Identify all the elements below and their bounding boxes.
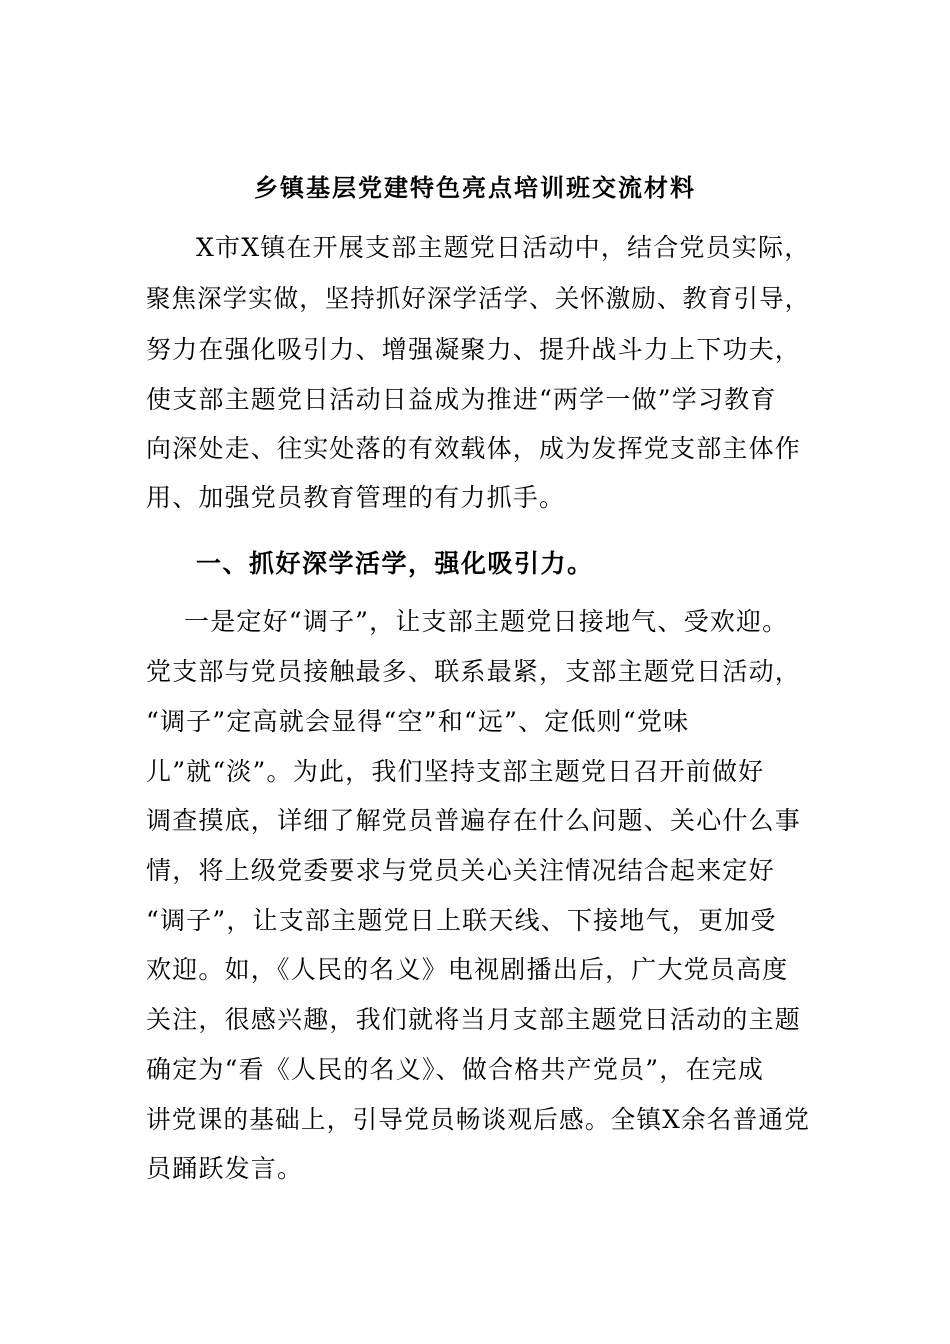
- intro-line-2: 聚焦深学实做，坚持抓好深学活学、关怀激励、教育引导，: [146, 284, 811, 313]
- section-heading: 一、抓好深学活学，强化吸引力。: [196, 549, 594, 578]
- body-line-6: 情，将上级党委要求与党员关心关注情况结合起来定好: [146, 856, 775, 885]
- body-line-8: 欢迎。如，《人民的名义》电视剧播出后，广大党员高度: [146, 955, 789, 984]
- intro-line-3: 努力在强化吸引力、增强凝聚力、提升战斗力上下功夫，: [146, 335, 802, 364]
- intro-line-6: 用、加强党员教育管理的有力抓手。: [146, 483, 566, 512]
- body-line-3: “调子”定高就会显得“空”和“远”、定低则“党味: [146, 707, 690, 736]
- body-line-5: 调查摸底，详细了解党员普遍存在什么问题、关心什么事: [146, 806, 802, 835]
- body-line-1: 一是定好“调子”，让支部主题党日接地气、受欢迎。: [184, 607, 789, 636]
- body-line-12: 员踊跃发言。: [146, 1154, 304, 1183]
- body-line-4: 儿”就“淡”。为此，我们坚持支部主题党日召开前做好: [146, 757, 765, 786]
- intro-line-4: 使支部主题党日活动日益成为推进“两学一做”学习教育: [146, 385, 777, 414]
- body-line-9: 关注，很感兴趣，我们就将当月支部主题党日活动的主题: [146, 1005, 802, 1034]
- body-line-10: 确定为“看《人民的名义》、做合格共产党员”，在完成: [146, 1055, 765, 1084]
- body-line-2: 党支部与党员接触最多、联系最紧，支部主题党日活动，: [146, 657, 802, 686]
- body-line-11: 讲党课的基础上，引导党员畅谈观后感。全镇X余名普通党: [146, 1105, 811, 1134]
- intro-line-5: 向深处走、往实处落的有效载体，成为发挥党支部主体作: [146, 434, 802, 463]
- intro-line-1: X市X镇在开展支部主题党日活动中，结合党员实际，: [196, 233, 811, 262]
- body-line-7: “调子”，让支部主题党日上联天线、下接地气，更加受: [146, 906, 777, 935]
- document-title: 乡镇基层党建特色亮点培训班交流材料: [254, 173, 696, 202]
